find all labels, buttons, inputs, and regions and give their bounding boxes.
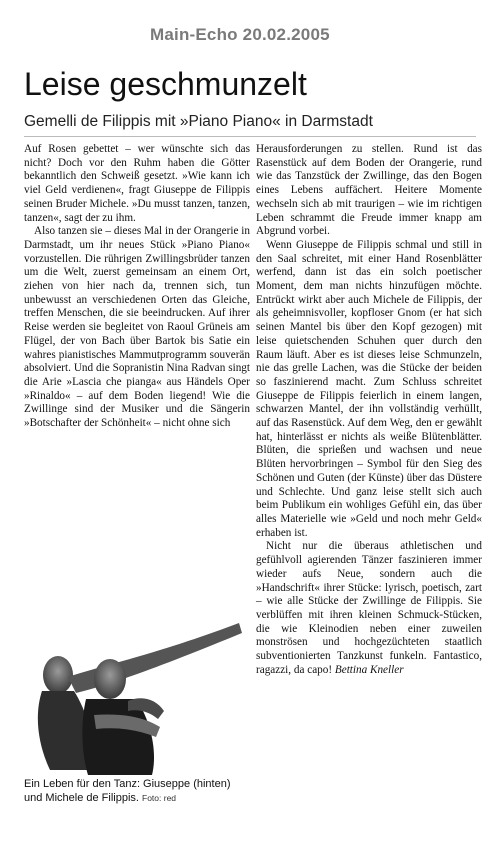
header-rule	[24, 136, 476, 137]
subheadline: Gemelli de Filippis mit »Piano Piano« in Darmstadt	[24, 113, 373, 130]
article-column-right	[256, 143, 482, 677]
paragraph: Auf Rosen gebettet – wer wünschte sich das nicht? Doch vor den Ruhm haben die Götter bekanntlich den Schweiß gesetzt. »Wie kann ich viel Geld verdienen«, fragt Giuseppe de Filippis seinen Bruder Michele. »Du musst tanzen, tanzen, tanzen«, sagt der zu ihm.	[24, 143, 250, 224]
headline: Leise geschmunzelt	[24, 66, 307, 102]
dancers-photo-icon	[24, 595, 250, 775]
paragraph-text: Nicht nur die überaus athletischen und gefühlvoll agierenden Tänzer faszinieren immer wieder aufs Neue, sondern auch die »Handschrift« ihrer Stücke: lyrisch, poetisch, zart – wie alle Stücke der Zwillinge de Filippis. Sie verblüffen mit ihren kleinen Schmuck-Stücken, die wie Kleinodien neben einer zuweilen monströsen und hochgezüchteten staatlich subventionierten Tanzkunst funkeln. Fantastico, ragazzi, da capo!	[256, 540, 482, 676]
paragraph: Herausforderungen zu stellen. Rund ist das Rasenstück auf dem Boden der Orangerie, rund wie das Tanzstück der Zwillinge, das den Bogen eines Lebens auffächert. Heitere Momente wechseln sich ab mit traurigen – wie im richtigen Leben schrammt die Freude immer knapp am Abgrund vorbei.	[256, 143, 482, 238]
article-column-left	[24, 143, 250, 431]
photo-credit: Foto: red	[142, 792, 177, 803]
photo-caption	[24, 778, 250, 805]
source-line: Main-Echo 20.02.2005	[150, 25, 330, 44]
paragraph: Wenn Giuseppe de Filippis schmal und still in den Saal schreitet, mit einer Hand Rosenblätter werfend, dann ist das ein solch poetischer Moment, dem man nichts hinzufügen möchte. Entrückt wirkt aber auch Michele de Filippis, der als geheimnisvoller, kopfloser Gnom (er hat sich seinen Mantel bis über den Kopf gezogen) mit leise quietschenden Schuhen quer durch den Raum läuft. Aber es ist dieses leise Schmunzeln, nie das grelle Lachen, was die Stücke der beiden so faszinierend macht. Zum Schluss schreitet Giuseppe de Filippis feierlich in einem langen, schwarzen Mantel, der ihn vollständig verhüllt, auf das Rasenstück. Auf dem Weg, den er gewählt hat, hinterlässt er nichts als weiße Blütenblätter. Blüten, die sprießen und wachsen und neue Blüten hervorbringen – Symbol für den Sieg des Schönen und Guten (der Künste) über das Düstere und Schlechte. Und ganz leise stellt sich auch beim Publikum ein wohliges Gefühl ein, das über alles Materielle wie »Geld und noch mehr Geld« erhaben ist.	[256, 238, 482, 539]
caption-text: Ein Leben für den Tanz: Giuseppe (hinten) und Michele de Filippis.	[24, 778, 231, 804]
paragraph: Also tanzen sie – dieses Mal in der Orangerie in Darmstadt, um ihr neues Stück »Piano Piano« vorzustellen. Die rührigen Zwillingsbrüder tanzen um die Welt, zuerst gemeinsam an einem Ort, ziehen von hier nach da, trennen sich, tun unbewusst an verschiedenen Orten das Gleiche, treffen Menschen, die sie beeindrucken. Auf ihrer Reise werden sie begleitet von Raoul Grüneis am Flügel, der von Bach über Bartok bis Satie ein wahres pianistisches Mammutprogramm souverän absolviert. Und die Sopranistin Nina Radvan singt die Arie »Lascia che pianga« aus Händels Oper »Rinaldo« – auf dem Boden liegend! Wie die Zwillinge sind der Musiker und die Sängerin »Botschafter der Schönheit« – nicht ohne sich	[24, 225, 250, 430]
author-byline: Bettina Kneller	[334, 663, 404, 676]
article-photo	[24, 595, 250, 850]
paragraph	[256, 540, 482, 677]
